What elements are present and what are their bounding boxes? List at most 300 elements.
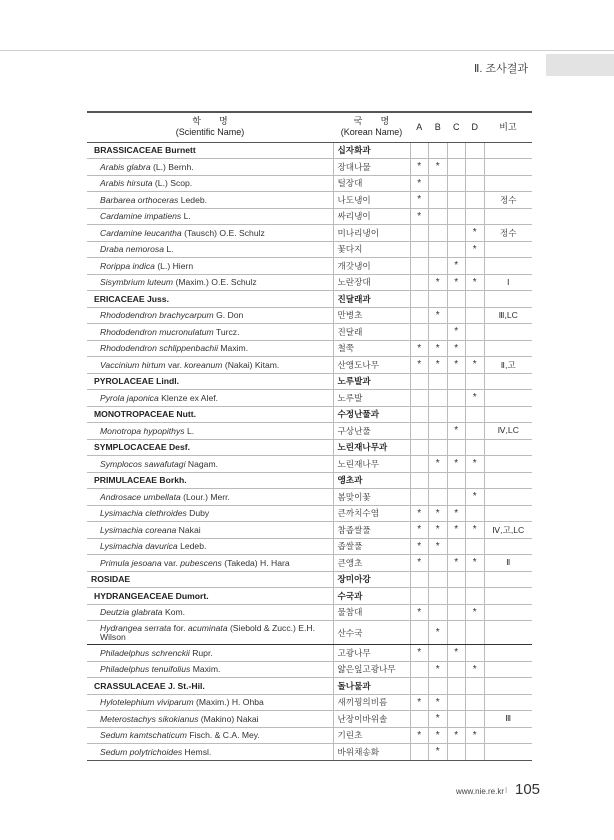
scientific-name (87, 340, 333, 357)
species-row (87, 192, 532, 209)
site-b-mark: * (429, 274, 448, 291)
family-korean-name: 십자화과 (333, 142, 410, 159)
korean-name: 꽃다지 (333, 241, 410, 258)
empty-cell (447, 291, 466, 308)
site-a-mark (410, 324, 429, 341)
site-c-mark: * (447, 727, 466, 744)
empty-cell (410, 588, 429, 605)
site-a-mark: * (410, 727, 429, 744)
family-korean-name: 수국과 (333, 588, 410, 605)
scientific-name (87, 390, 333, 407)
empty-cell (484, 439, 532, 456)
korean-name: 참좁쌀풀 (333, 522, 410, 539)
site-c-mark (447, 225, 466, 242)
genus-species: Pyrola japonica (100, 392, 159, 403)
site-a-mark: * (410, 538, 429, 555)
genus-species: Sedum polytrichoides (100, 746, 183, 757)
family-name: ROSIDAE (87, 571, 333, 588)
site-a-mark (410, 621, 429, 645)
scientific-name (87, 274, 333, 291)
species-row (87, 225, 532, 242)
empty-cell (410, 373, 429, 390)
empty-cell (447, 571, 466, 588)
korean-name: 물참대 (333, 604, 410, 621)
korean-name: 나도냉이 (333, 192, 410, 209)
empty-cell (466, 472, 485, 489)
author: L. (181, 211, 191, 222)
scientific-name (87, 694, 333, 711)
korean-name: 좁쌀풀 (333, 538, 410, 555)
site-d-mark (466, 159, 485, 176)
author: Nagam. (185, 458, 218, 469)
infraspecific-epithet: acuminata (187, 622, 228, 633)
site-c-mark: * (447, 274, 466, 291)
site-b-mark (429, 489, 448, 506)
note (484, 456, 532, 473)
genus-species: Philadelphus tenuifolius (100, 664, 191, 675)
genus-species: Cardamine impatiens (100, 211, 182, 222)
empty-cell (484, 291, 532, 308)
site-a-mark (410, 661, 429, 678)
site-d-mark: * (466, 604, 485, 621)
empty-cell (447, 406, 466, 423)
family-row (87, 678, 532, 695)
korean-name: 진달래 (333, 324, 410, 341)
empty-cell (484, 678, 532, 695)
site-d-mark (466, 621, 485, 645)
note: Ⅲ (484, 711, 532, 728)
note (484, 661, 532, 678)
family-row (87, 373, 532, 390)
scientific-name (87, 423, 333, 440)
site-c-mark (447, 241, 466, 258)
family-row (87, 439, 532, 456)
korean-name: 싸리냉이 (333, 208, 410, 225)
scientific-name (87, 604, 333, 621)
empty-cell (466, 373, 485, 390)
empty-cell (429, 439, 448, 456)
family-korean-name: 진달래과 (333, 291, 410, 308)
author: var. (161, 557, 181, 568)
korean-name: 털장대 (333, 175, 410, 192)
genus-species: Deutzia glabrata (100, 607, 163, 618)
scientific-name (87, 505, 333, 522)
site-b-mark: * (429, 505, 448, 522)
author: (Tausch) O.E. Schulz (181, 227, 265, 238)
site-c-mark (447, 604, 466, 621)
species-row (87, 505, 532, 522)
site-c-mark: * (447, 357, 466, 374)
site-c-mark (447, 489, 466, 506)
site-a-mark (410, 241, 429, 258)
header-b: B (429, 112, 448, 142)
site-d-mark (466, 258, 485, 275)
site-c-mark (447, 175, 466, 192)
author: Turcz. (213, 326, 240, 337)
site-d-mark: * (466, 390, 485, 407)
site-c-mark (447, 694, 466, 711)
note (484, 390, 532, 407)
site-b-mark: * (429, 711, 448, 728)
empty-cell (466, 406, 485, 423)
site-c-mark (447, 711, 466, 728)
species-row (87, 645, 532, 662)
note (484, 505, 532, 522)
site-d-mark: * (466, 727, 485, 744)
genus-species: Draba nemorosa (100, 244, 165, 255)
species-row (87, 307, 532, 324)
korean-name: 난장이바위솔 (333, 711, 410, 728)
empty-cell (429, 406, 448, 423)
site-b-mark: * (429, 307, 448, 324)
site-d-mark (466, 711, 485, 728)
scientific-name (87, 324, 333, 341)
site-a-mark: * (410, 694, 429, 711)
species-row (87, 340, 532, 357)
scientific-name (87, 489, 333, 506)
site-a-mark (410, 711, 429, 728)
scientific-name (87, 538, 333, 555)
empty-cell (429, 142, 448, 159)
family-name: HYDRANGEACEAE Dumort. (87, 588, 333, 605)
site-b-mark: * (429, 727, 448, 744)
empty-cell (429, 373, 448, 390)
footer-url: www.nie.re.kr (456, 787, 505, 796)
site-b-mark: * (429, 661, 448, 678)
site-a-mark: * (410, 505, 429, 522)
korean-name: 산수국 (333, 621, 410, 645)
species-row (87, 489, 532, 506)
author: (Maxim.) H. Ohba (193, 697, 264, 708)
scientific-name (87, 522, 333, 539)
scientific-name (87, 208, 333, 225)
site-b-mark: * (429, 456, 448, 473)
genus-species: Monotropa hypopithys (100, 425, 185, 436)
family-korean-name: 장미아강 (333, 571, 410, 588)
note (484, 694, 532, 711)
header-c: C (447, 112, 466, 142)
species-row (87, 208, 532, 225)
species-row (87, 604, 532, 621)
author: (Makino) Nakai (198, 713, 259, 724)
genus-species: Primula jesoana (100, 557, 162, 568)
infraspecific-author: (Takeda) H. Hara (221, 557, 290, 568)
site-b-mark: * (429, 522, 448, 539)
site-d-mark (466, 744, 485, 761)
site-d-mark: * (466, 555, 485, 572)
family-name: BRASSICACEAE Burnett (87, 142, 333, 159)
family-row (87, 291, 532, 308)
note (484, 621, 532, 645)
species-row (87, 175, 532, 192)
section-title: Ⅱ. 조사결과 (474, 63, 529, 75)
site-b-mark: * (429, 744, 448, 761)
site-a-mark: * (410, 175, 429, 192)
site-c-mark (447, 538, 466, 555)
note (484, 159, 532, 176)
scientific-name (87, 555, 333, 572)
korean-name: 큰까치수염 (333, 505, 410, 522)
site-d-mark: * (466, 225, 485, 242)
author: Maxim. (190, 664, 221, 675)
site-d-mark (466, 423, 485, 440)
site-c-mark (447, 208, 466, 225)
korean-name: 장대나물 (333, 159, 410, 176)
genus-species: Vaccinium hirtum (100, 359, 166, 370)
site-b-mark (429, 390, 448, 407)
species-row (87, 456, 532, 473)
table-header-row (87, 112, 532, 142)
author: Hemsl. (182, 746, 212, 757)
korean-name: 철쭉 (333, 340, 410, 357)
site-a-mark: * (410, 192, 429, 209)
header-korean-name: 국 명 (Korean Name) (333, 112, 410, 142)
species-table (87, 111, 532, 761)
family-row (87, 406, 532, 423)
genus-species: Arabis hirsuta (100, 178, 153, 189)
note (484, 175, 532, 192)
empty-cell (466, 439, 485, 456)
genus-species: Rhododendron brachycarpum (100, 310, 214, 321)
header-note: 비고 (484, 112, 532, 142)
site-b-mark (429, 225, 448, 242)
species-row (87, 744, 532, 761)
note (484, 538, 532, 555)
empty-cell (484, 373, 532, 390)
genus-species: Rorippa indica (100, 260, 155, 271)
site-b-mark: * (429, 340, 448, 357)
korean-name: 바위채송화 (333, 744, 410, 761)
site-a-mark (410, 390, 429, 407)
site-a-mark: * (410, 357, 429, 374)
site-c-mark: * (447, 645, 466, 662)
site-a-mark: * (410, 555, 429, 572)
genus-species: Arabis glabra (100, 161, 151, 172)
family-name: MONOTROPACEAE Nutt. (87, 406, 333, 423)
korean-name: 얇은잎고광나무 (333, 661, 410, 678)
note (484, 324, 532, 341)
site-d-mark: * (466, 241, 485, 258)
species-row (87, 423, 532, 440)
site-c-mark: * (447, 423, 466, 440)
site-c-mark: * (447, 555, 466, 572)
site-a-mark (410, 489, 429, 506)
family-korean-name: 돌나물과 (333, 678, 410, 695)
site-d-mark (466, 192, 485, 209)
site-a-mark: * (410, 159, 429, 176)
empty-cell (484, 472, 532, 489)
genus-species: Lysimachia coreana (100, 524, 177, 535)
scientific-name (87, 744, 333, 761)
note: 정수 (484, 225, 532, 242)
species-row (87, 522, 532, 539)
site-a-mark: * (410, 340, 429, 357)
korean-name: 기린초 (333, 727, 410, 744)
korean-name: 미나리냉이 (333, 225, 410, 242)
author: Maxim. (218, 343, 249, 354)
genus-species: Symplocos sawafutagi (100, 458, 186, 469)
site-d-mark: * (466, 274, 485, 291)
empty-cell (447, 588, 466, 605)
site-d-mark: * (466, 489, 485, 506)
author: (Maxim.) O.E. Schulz (173, 277, 257, 288)
footer-separator: I (505, 786, 508, 795)
site-d-mark (466, 645, 485, 662)
korean-name: 새끼꿩의비름 (333, 694, 410, 711)
empty-cell (466, 571, 485, 588)
genus-species: Hydrangea serrata (100, 622, 172, 633)
empty-cell (429, 571, 448, 588)
species-row (87, 390, 532, 407)
family-korean-name: 앵초과 (333, 472, 410, 489)
species-row (87, 621, 532, 645)
empty-cell (447, 142, 466, 159)
family-name: CRASSULACEAE J. St.-Hil. (87, 678, 333, 695)
site-d-mark (466, 505, 485, 522)
species-row (87, 538, 532, 555)
empty-cell (410, 571, 429, 588)
species-row (87, 357, 532, 374)
genus-species: Androsace umbellata (100, 491, 181, 502)
site-c-mark (447, 307, 466, 324)
header-rule (0, 50, 614, 51)
note: Ⅳ,LC (484, 423, 532, 440)
site-c-mark (447, 744, 466, 761)
site-b-mark (429, 258, 448, 275)
note: Ⅲ,LC (484, 307, 532, 324)
site-c-mark (447, 661, 466, 678)
species-row (87, 555, 532, 572)
family-name: ERICACEAE Juss. (87, 291, 333, 308)
note (484, 604, 532, 621)
site-b-mark (429, 423, 448, 440)
korean-name: 노루발 (333, 390, 410, 407)
author: (L.) Hiern (154, 260, 194, 271)
author: (L.) Scop. (152, 178, 193, 189)
site-a-mark: * (410, 208, 429, 225)
scientific-name (87, 621, 333, 645)
site-d-mark (466, 324, 485, 341)
empty-cell (429, 678, 448, 695)
korean-name: 노란장대 (333, 274, 410, 291)
scientific-name (87, 192, 333, 209)
genus-species: Lysimachia clethroides (100, 508, 187, 519)
site-b-mark (429, 241, 448, 258)
empty-cell (410, 142, 429, 159)
site-b-mark (429, 324, 448, 341)
author: Klenze ex Alef. (158, 392, 219, 403)
note (484, 340, 532, 357)
site-a-mark (410, 258, 429, 275)
site-a-mark (410, 423, 429, 440)
author: (L.) Bernh. (150, 161, 194, 172)
site-c-mark: * (447, 258, 466, 275)
note (484, 727, 532, 744)
site-d-mark (466, 208, 485, 225)
empty-cell (484, 142, 532, 159)
family-korean-name: 노린재나무과 (333, 439, 410, 456)
note: Ⅱ,고 (484, 357, 532, 374)
table-body (87, 142, 532, 760)
empty-cell (484, 571, 532, 588)
author: Ledeb. (177, 541, 207, 552)
family-row (87, 142, 532, 159)
korean-name: 개갓냉이 (333, 258, 410, 275)
genus-species: Philadelphus schrenckii (100, 647, 190, 658)
site-a-mark (410, 456, 429, 473)
infraspecific-epithet: pubescens (180, 557, 222, 568)
author: for. (171, 622, 188, 633)
header-d: D (466, 112, 485, 142)
site-d-mark (466, 175, 485, 192)
species-row (87, 159, 532, 176)
author: Nakai (176, 524, 201, 535)
empty-cell (410, 472, 429, 489)
genus-species: Cardamine leucantha (100, 227, 182, 238)
header-scientific-name: 학 명 (Scientific Name) (87, 112, 333, 142)
korean-name: 산앵도나무 (333, 357, 410, 374)
scientific-name (87, 456, 333, 473)
scientific-name (87, 175, 333, 192)
site-b-mark: * (429, 621, 448, 645)
species-row (87, 324, 532, 341)
scientific-name (87, 727, 333, 744)
site-b-mark (429, 645, 448, 662)
author: (Lour.) Merr. (180, 491, 230, 502)
infraspecific-epithet: koreanum (184, 359, 223, 370)
korean-name: 구상난풀 (333, 423, 410, 440)
korean-name: 큰앵초 (333, 555, 410, 572)
site-a-mark: * (410, 522, 429, 539)
scientific-name (87, 159, 333, 176)
scientific-name (87, 711, 333, 728)
korean-name: 만병초 (333, 307, 410, 324)
empty-cell (447, 472, 466, 489)
empty-cell (466, 678, 485, 695)
genus-species: Lysimachia davurica (100, 541, 178, 552)
korean-name: 노린재나무 (333, 456, 410, 473)
species-row (87, 694, 532, 711)
species-row (87, 711, 532, 728)
genus-species: Rhododendron mucronulatum (100, 326, 214, 337)
site-c-mark: * (447, 456, 466, 473)
scientific-name (87, 225, 333, 242)
genus-species: Barbarea orthoceras (100, 194, 179, 205)
site-d-mark (466, 340, 485, 357)
site-b-mark: * (429, 159, 448, 176)
site-d-mark: * (466, 661, 485, 678)
note (484, 489, 532, 506)
empty-cell (410, 406, 429, 423)
header-a: A (410, 112, 429, 142)
genus-species: Meterostachys sikokianus (100, 713, 199, 724)
empty-cell (466, 142, 485, 159)
site-c-mark: * (447, 522, 466, 539)
site-a-mark (410, 744, 429, 761)
site-a-mark (410, 274, 429, 291)
species-row (87, 661, 532, 678)
scientific-name (87, 241, 333, 258)
site-d-mark (466, 694, 485, 711)
site-c-mark: * (447, 505, 466, 522)
empty-cell (466, 588, 485, 605)
scientific-name (87, 307, 333, 324)
note: 정수 (484, 192, 532, 209)
note (484, 645, 532, 662)
author: Duby (186, 508, 210, 519)
note (484, 241, 532, 258)
site-d-mark (466, 307, 485, 324)
